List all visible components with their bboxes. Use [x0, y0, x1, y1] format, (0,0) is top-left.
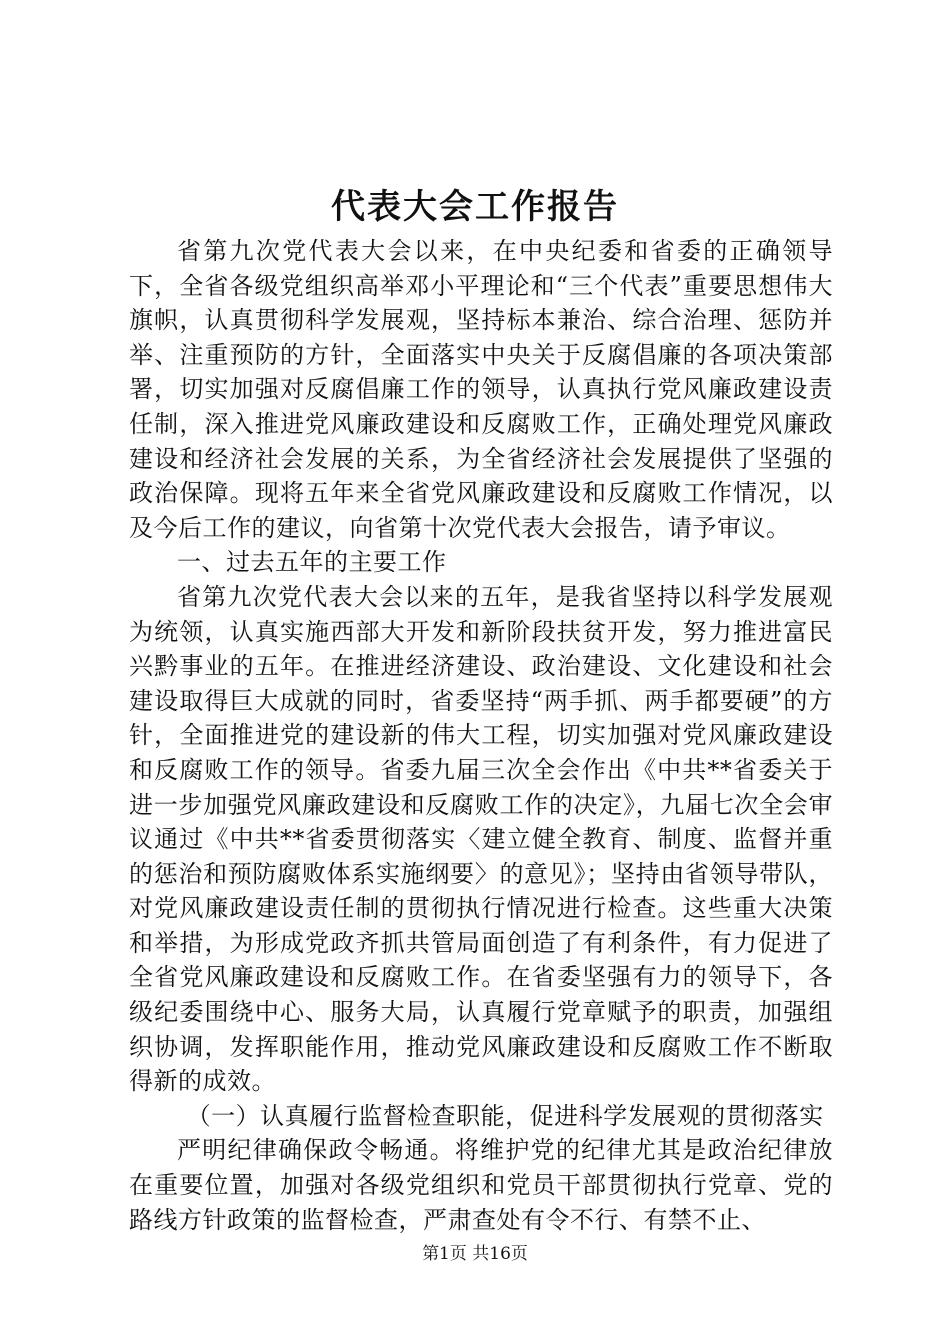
document-body	[129, 234, 833, 1237]
paragraph-intro: 省第九次党代表大会以来，在中央纪委和省委的正确领导下，全省各级党组织高举邓小平理论和“三个代表”重要思想伟大旗帜，认真贯彻科学发展观，坚持标本兼治、综合治理、惩防并举、注重预防的方针，全面落实中央关于反腐倡廉的各项决策部署，切实加强对反腐倡廉工作的领导，认真执行党风廉政建设责任制，深入推进党风廉政建设和反腐败工作，正确处理党风廉政建设和经济社会发展的关系，为全省经济社会发展提供了坚强的政治保障。现将五年来全省党风廉政建设和反腐败工作情况，以及今后工作的建议，向省第十次党代表大会报告，请予审议。	[129, 237, 833, 542]
section-heading: 一、过去五年的主要工作	[177, 548, 447, 577]
page-title: 代表大会工作报告	[331, 187, 619, 227]
paragraph-section-1: 省第九次党代表大会以来的五年，是我省坚持以科学发展观为统领，认真实施西部大开发和新阶段扶贫开发，努力推进富民兴黔事业的五年。在推进经济建设、政治建设、文化建设和社会建设取得巨大成就的同时，省委坚持“两手抓、两手都要硬”的方针，全面推进党的建设新的伟大工程，切实加强对党风廉政建设和反腐败工作的领导。省委九届三次全会作出《中共**省委关于进一步加强党风廉政建设和反腐败工作的决定》，九届七次全会审议通过《中共**省委贯彻落实〈建立健全教育、制度、监督并重的惩治和预防腐败体系实施纲要〉的意见》；坚持由省领导带队，对党风廉政建设责任制的贯彻执行情况进行检查。这些重大决策和举措，为形成党政齐抓共管局面创造了有利条件，有力促进了全省党风廉政建设和反腐败工作。在省委坚强有力的领导下，各级纪委围绕中心、服务大局，认真履行党章赋予的职责，加强组织协调，发挥职能作用，推动党风廉政建设和反腐败工作不断取得新的成效。	[129, 582, 833, 1096]
page-footer: 第1页 共16页	[422, 1244, 528, 1264]
paragraph-subsection-1: 严明纪律确保政令畅通。将维护党的纪律尤其是政治纪律放在重要位置，加强对各级党组织和党员干部贯彻执行党章、党的路线方针政策的监督检查，严肃查处有令不行、有禁不止、	[129, 1136, 833, 1234]
subsection-heading: （一）认真履行监督检查职能，促进科学发展观的贯彻落实	[186, 1101, 824, 1130]
